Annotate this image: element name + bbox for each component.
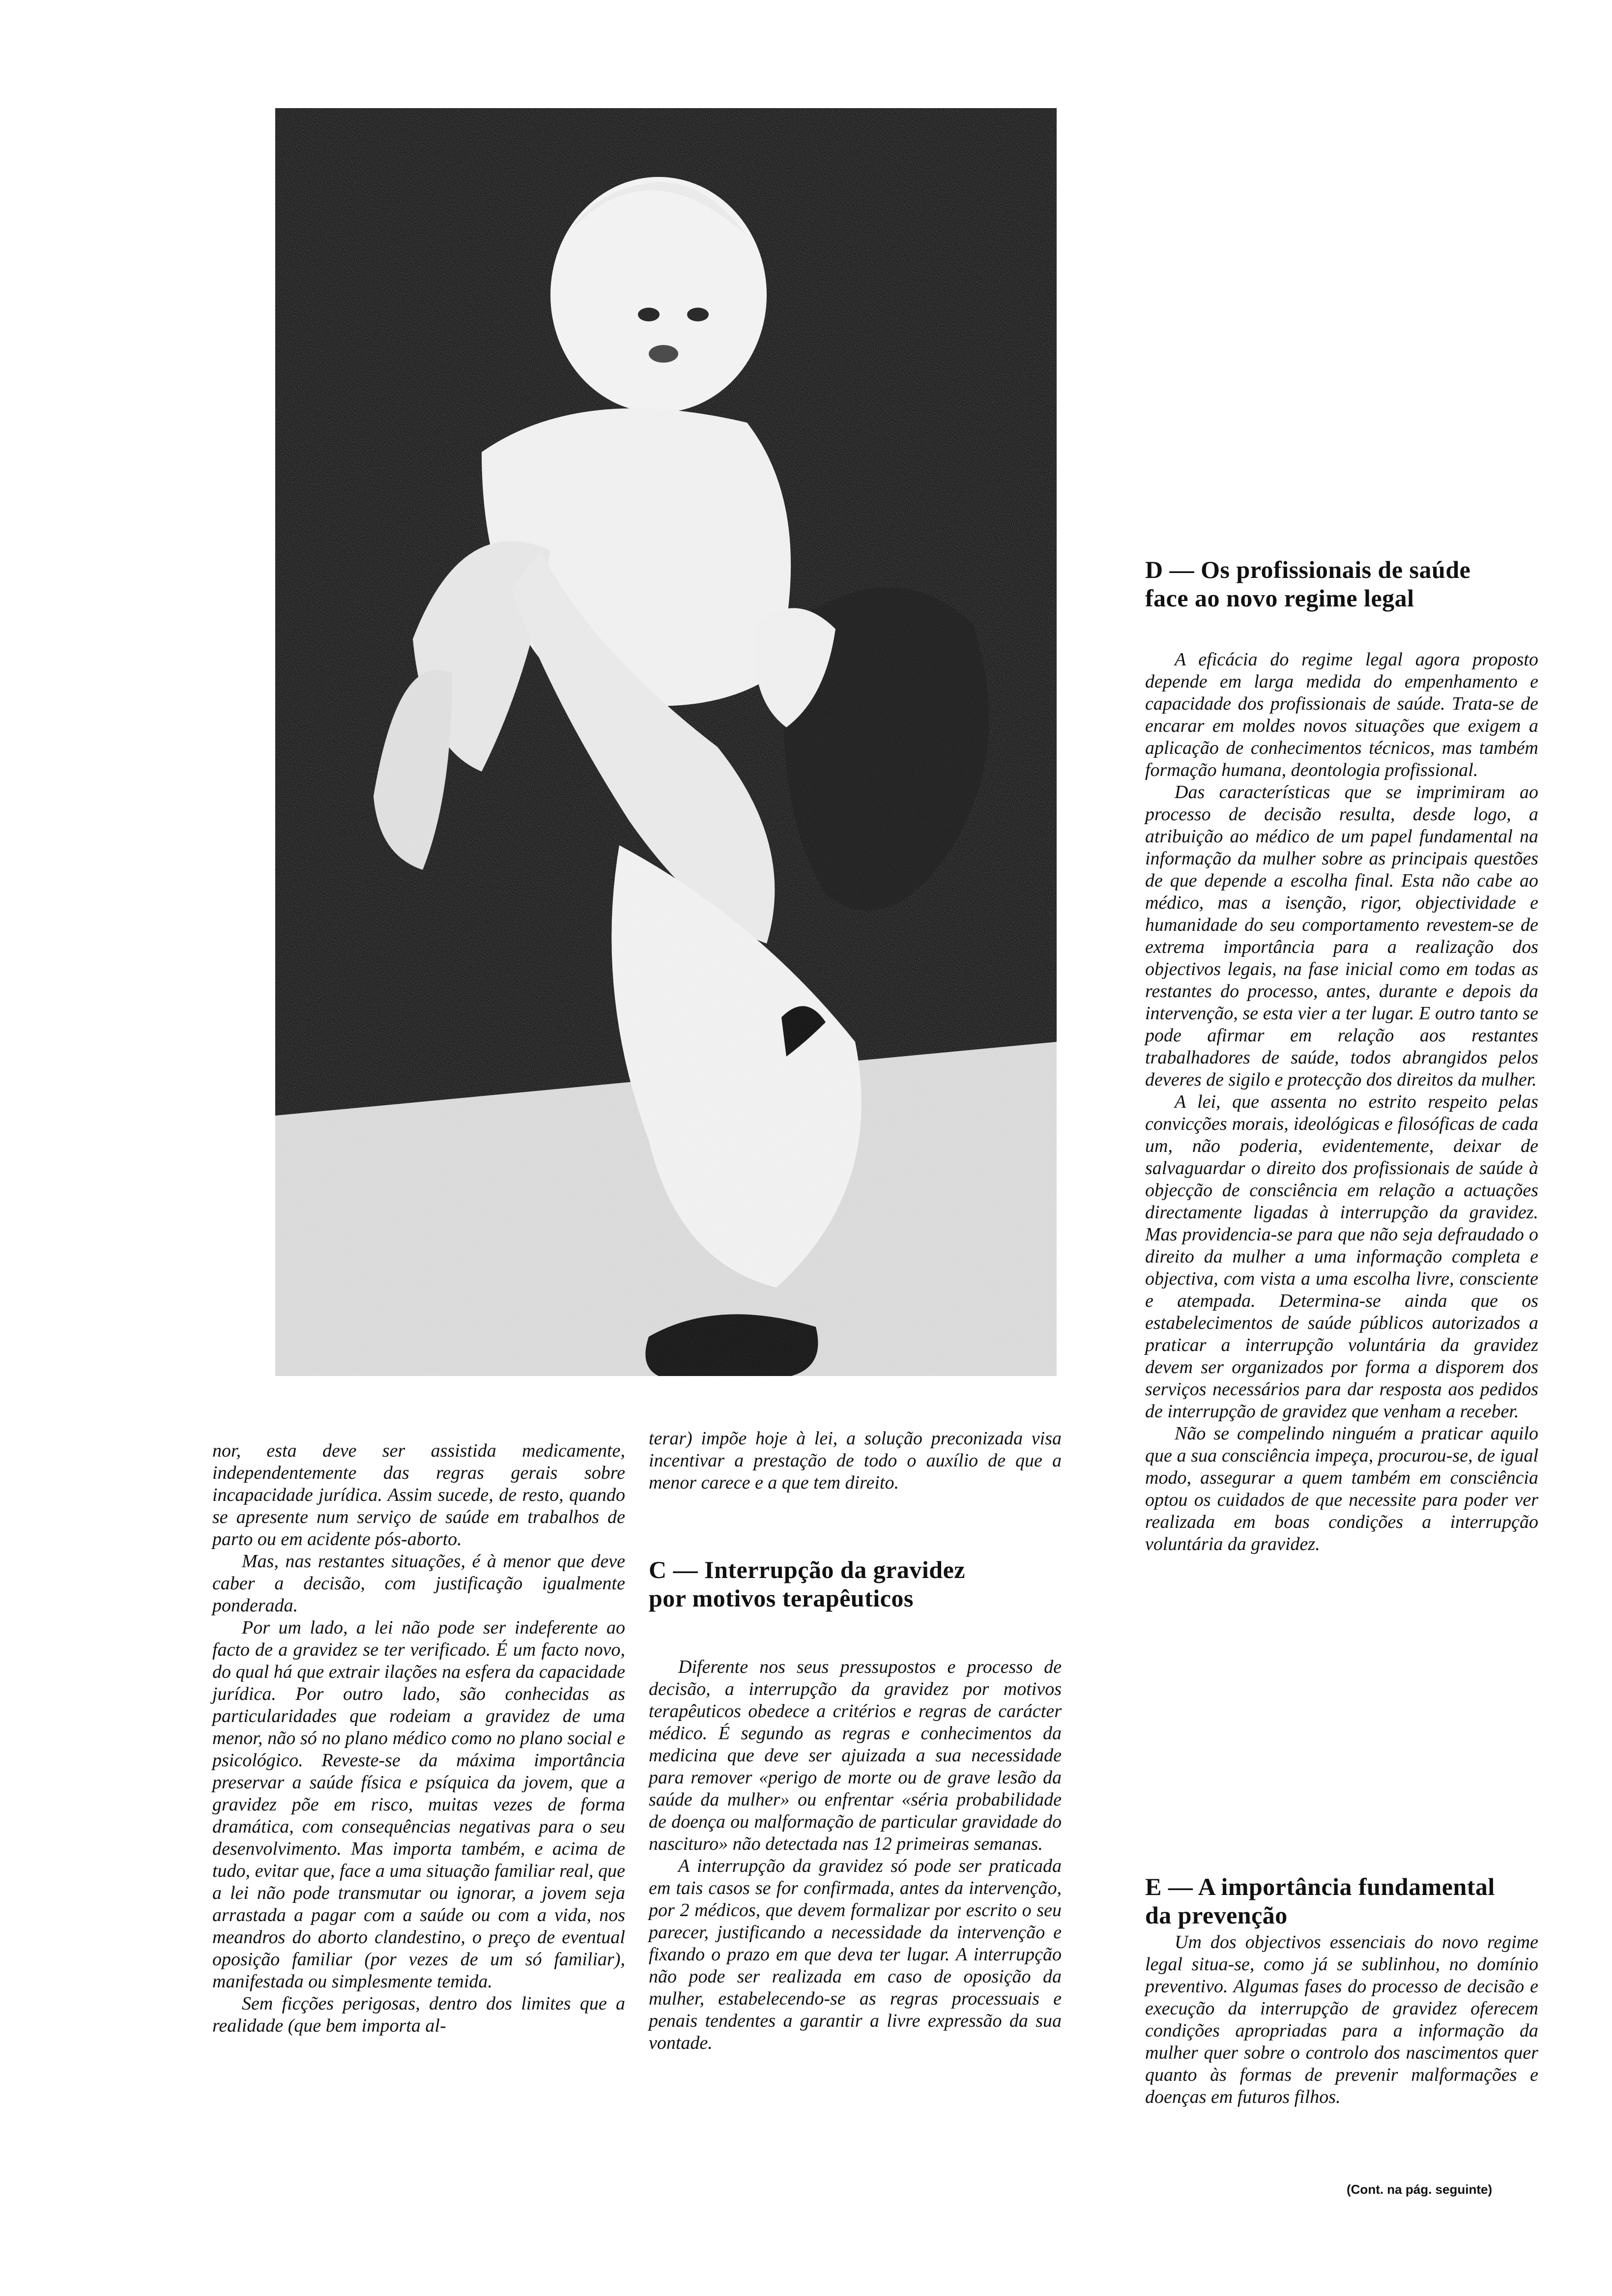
left-paragraph-1: nor, esta deve ser assistida medicamente, independentemente das regras gerais sobre incapacidade jurídica. Assim sucede, de resto, quando se apresente num serviço de saúde em trabalhos de parto ou em acidente pós-aborto.: [212, 1440, 625, 1550]
section-d-body: [1145, 649, 1538, 1555]
middle-continuation-text: terar) impõe hoje à lei, a solução preconizada visa incentivar a prestação de todo o auxílio de que a menor carece e a que tem direito.: [649, 1428, 1062, 1493]
section-d-heading: [1145, 555, 1538, 612]
middle-column-continuation: [649, 1428, 1062, 1494]
left-paragraph-2: Mas, nas restantes situações, é à menor que deve caber a decisão, com justificação igualmente ponderada.: [212, 1551, 625, 1616]
section-c-heading-line-2: por motivos terapêuticos: [649, 1584, 914, 1612]
section-e-heading: [1145, 1872, 1538, 1929]
left-paragraph-4: Sem ficções perigosas, dentro dos limites que a realidade (que bem importa al-: [212, 1993, 625, 2036]
section-c-paragraph-2: A interrupção da gravidez só pode ser praticada em tais casos se for confirmada, antes da intervenção, por 2 médicos, que devem formalizar por escrito o seu parecer, justificando a necessidade da intervenção e fixando o prazo em que deva ter lugar. A interrupção não pode ser realizada em caso de oposição da mulher, estabelecendo-se as regras processuais e penais tendentes a garantir a livre expressão da sua vontade.: [649, 1856, 1062, 2053]
section-e-heading-line-1: E — A importância fundamental: [1145, 1873, 1495, 1900]
section-d-paragraph-1: A eficácia do regime legal agora proposto depende em larga medida do empenhamento e capacidade dos profissionais de saúde. Trata-se de encarar em moldes novos situações que exigem a aplicação de conhecimentos técnicos, mas também formação humana, deontologia profissional.: [1145, 649, 1538, 780]
continuation-note: (Cont. na pág. seguinte): [1347, 2182, 1493, 2197]
section-d-paragraph-4: Não se compelindo ninguém a praticar aquilo que a sua consciência impeça, procurou-se, de igual modo, assegurar a quem também em consciência optou os cuidados de que necessite para poder ver realizada em boas condições a interrupção voluntária da gravidez.: [1145, 1423, 1538, 1554]
photo-illustration: [275, 108, 1057, 1376]
section-d-heading-line-1: D — Os profissionais de saúde: [1145, 556, 1471, 583]
section-e-paragraph-1: Um dos objectivos essenciais do novo regime legal situa-se, como já se sublinhou, no domínio preventivo. Algumas fases do processo de decisão e execução da interrupção de gravidez oferecem condições apropriadas para a informação da mulher quer sobre o controlo dos nascimentos quer quanto às formas de prevenir malformações e doenças em futuros filhos.: [1145, 1932, 1538, 2107]
section-e-body: [1145, 1931, 1538, 2108]
left-column-text: [212, 1440, 625, 2037]
section-d-heading-line-2: face ao novo regime legal: [1145, 584, 1414, 612]
section-d-paragraph-2: Das características que se imprimiram ao processo de decisão resulta, desde logo, a atribuição ao médico de um papel fundamental na informação da mulher sobre as principais questões de que depende a escolha final. Esta não cabe ao médico, mas a isenção, rigor, objectividade e humanidade do seu comportamento revestem-se de extrema importância para a realização dos objectivos legais, na fase inicial como em todas as restantes do processo, antes, durante e depois da intervenção, se esta vier a ter lugar. E outro tanto se pode afirmar em relação aos restantes trabalhadores de saúde, todos abrangidos pelos deveres de sigilo e protecção dos direitos da mulher.: [1145, 782, 1538, 1090]
section-c-paragraph-1: Diferente nos seus pressupostos e processo de decisão, a interrupção da gravidez por motivos terapêuticos obedece a critérios e regras de carácter médico. É segundo as regras e conhecimentos da medicina que deve ser ajuizada a sua necessidade para remover «perigo de morte ou de grave lesão da saúde da mulher» ou enfrentar «séria probabilidade de doença ou malformação de particular gravidade do nascituro» não detectada nas 12 primeiras semanas.: [649, 1657, 1062, 1854]
section-e-heading-line-2: da prevenção: [1145, 1901, 1288, 1929]
left-paragraph-3: Por um lado, a lei não pode ser indeferente ao facto de a gravidez se ter verificado. É um facto novo, do qual há que extrair ilações na esfera da capacidade jurídica. Por outro lado, são conhecidas as particularidades que rodeiam a gravidez de uma menor, não só no plano médico como no plano social e psicológico. Reveste-se da máxima importância preservar a saúde física e psíquica da jovem, que a gravidez põe em risco, muitas vezes de forma dramática, com consequências negativas para o seu desenvolvimento. Mas importa também, e acima de tudo, evitar que, face a uma situação familiar real, que a lei não pode transmutar ou ignorar, a jovem seja arrastada a pagar com a saúde ou com a vida, nos meandros do aborto clandestino, o preço de eventual oposição familiar (por vezes de um só familiar), manifestada ou simplesmente temida.: [212, 1617, 625, 1992]
section-c-body: [649, 1656, 1062, 2054]
section-c-heading-line-1: C — Interrupção da gravidez: [649, 1556, 965, 1583]
mother-lifting-baby-photo-icon: [275, 108, 1057, 1376]
section-c-heading: [649, 1555, 1062, 1612]
section-d-paragraph-3: A lei, que assenta no estrito respeito pelas convicções morais, ideológicas e filosóficas de cada um, não poderia, evidentemente, deixar de salvaguardar o direito dos profissionais de saúde à objecção de consciência em relação a actuações directamente ligadas à interrupção da gravidez. Mas providencia-se para que não seja defraudado o direito da mulher a uma informação completa e objectiva, com vista a uma escolha livre, consciente e atempada. Determina-se ainda que os estabelecimentos de saúde públicos autorizados a praticar a interrupção voluntária da gravidez devem ser organizados por forma a disporem dos serviços necessários para dar resposta aos pedidos de interrupção de gravidez que venham a receber.: [1145, 1091, 1538, 1422]
